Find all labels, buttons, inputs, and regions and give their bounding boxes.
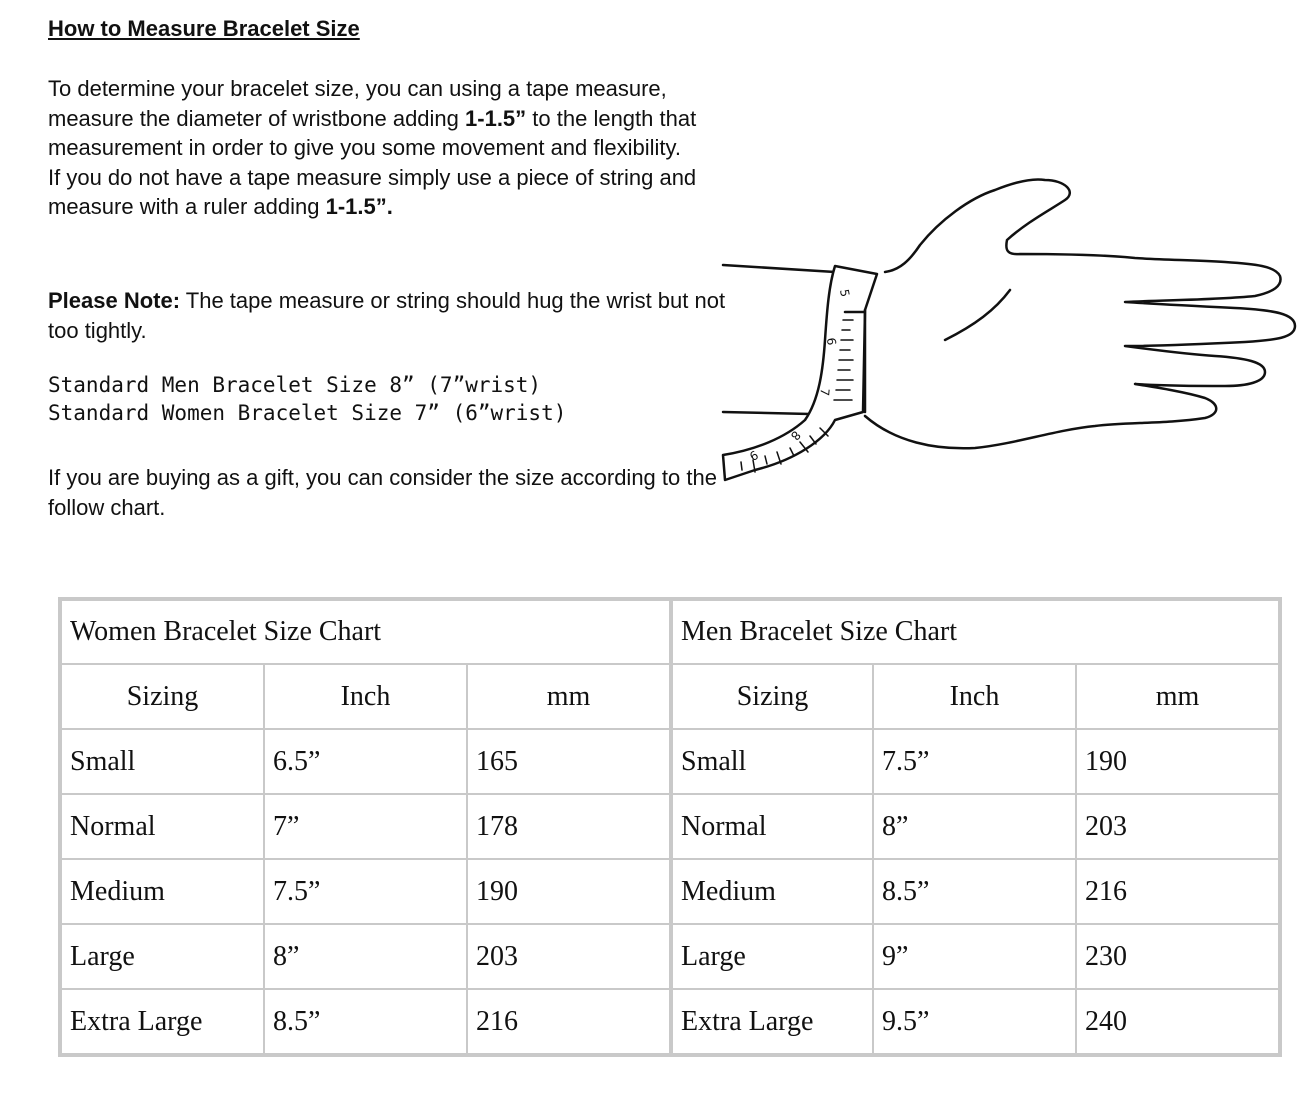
intro-allowance: 1-1.5”: [465, 105, 527, 131]
string-text: If you do not have a tape measure simply use a piece of string and measure with a ruler adding: [48, 164, 697, 219]
men-size: Normal: [670, 794, 873, 859]
ruler-number-7: 7: [817, 387, 832, 397]
men-mm: 230: [1076, 924, 1279, 989]
women-size: Extra Large: [61, 989, 264, 1054]
arm-outline-bottom: [723, 412, 810, 414]
women-mm: 203: [467, 924, 670, 989]
table-row: [61, 989, 1279, 1054]
string-allowance: 1-1.5”.: [325, 194, 393, 219]
men-chart-title: Men Bracelet Size Chart: [670, 600, 1279, 664]
women-header-mm: mm: [467, 664, 670, 729]
men-inch: 8.5”: [873, 859, 1076, 924]
women-inch: 7”: [264, 794, 467, 859]
women-mm: 178: [467, 794, 670, 859]
men-mm: 190: [1076, 729, 1279, 794]
men-mm: 240: [1076, 989, 1279, 1054]
men-size: Extra Large: [670, 989, 873, 1054]
men-header-mm: mm: [1076, 664, 1279, 729]
men-inch: 9.5”: [873, 989, 1076, 1054]
women-size: Large: [61, 924, 264, 989]
note-label: Please Note:: [48, 288, 181, 313]
women-size: Small: [61, 729, 264, 794]
note-paragraph: [48, 286, 728, 345]
women-size: Normal: [61, 794, 264, 859]
men-inch: 7.5”: [873, 729, 1076, 794]
intro-paragraph: [48, 74, 728, 222]
hand-outline: [865, 179, 1295, 448]
ruler-number-6: 6: [824, 337, 839, 346]
men-size: Large: [670, 924, 873, 989]
women-inch: 8”: [264, 924, 467, 989]
size-chart-table: [58, 597, 1282, 1057]
women-size: Medium: [61, 859, 264, 924]
table-row: [61, 859, 1279, 924]
ruler-number-5: 5: [837, 288, 853, 299]
men-mm: 216: [1076, 859, 1279, 924]
women-inch: 6.5”: [264, 729, 467, 794]
women-inch: 8.5”: [264, 989, 467, 1054]
standard-sizes: [48, 371, 728, 427]
ruler-number-8: 8: [787, 428, 804, 443]
women-header-inch: Inch: [264, 664, 467, 729]
intro-text-cont: to the length that measurement in order to give you some movement and flexibility.: [48, 105, 697, 160]
women-mm: 190: [467, 859, 670, 924]
gift-paragraph: If you are buying as a gift, you can consider the size according to the follow chart.: [48, 465, 717, 520]
men-header-inch: Inch: [873, 664, 1076, 729]
tape-measure: [723, 266, 877, 480]
women-header-sizing: Sizing: [61, 664, 264, 729]
standard-men: Standard Men Bracelet Size 8” (7”wrist): [48, 373, 542, 397]
note-text: The tape measure or string should hug the wrist but not too tightly.: [48, 288, 726, 343]
women-inch: 7.5”: [264, 859, 467, 924]
page-title: How to Measure Bracelet Size: [48, 16, 360, 41]
chart-header-row: [61, 664, 1279, 729]
women-chart-title: Women Bracelet Size Chart: [61, 600, 670, 664]
intro-text: To determine your bracelet size, you can using a tape measure, measure the diameter of wristbone adding: [48, 76, 667, 131]
table-row: [61, 729, 1279, 794]
men-inch: 8”: [873, 794, 1076, 859]
men-inch: 9”: [873, 924, 1076, 989]
women-mm: 165: [467, 729, 670, 794]
ruler-number-9: 9: [746, 447, 761, 464]
table-row: [61, 924, 1279, 989]
chart-title-row: [61, 600, 1279, 664]
standard-women: Standard Women Bracelet Size 7” (6”wrist): [48, 401, 567, 425]
arm-outline: [723, 265, 835, 272]
men-mm: 203: [1076, 794, 1279, 859]
men-size: Small: [670, 729, 873, 794]
men-size: Medium: [670, 859, 873, 924]
palm-crease: [945, 290, 1010, 340]
women-mm: 216: [467, 989, 670, 1054]
men-header-sizing: Sizing: [670, 664, 873, 729]
table-row: [61, 794, 1279, 859]
hand-measure-illustration: [715, 150, 1300, 510]
